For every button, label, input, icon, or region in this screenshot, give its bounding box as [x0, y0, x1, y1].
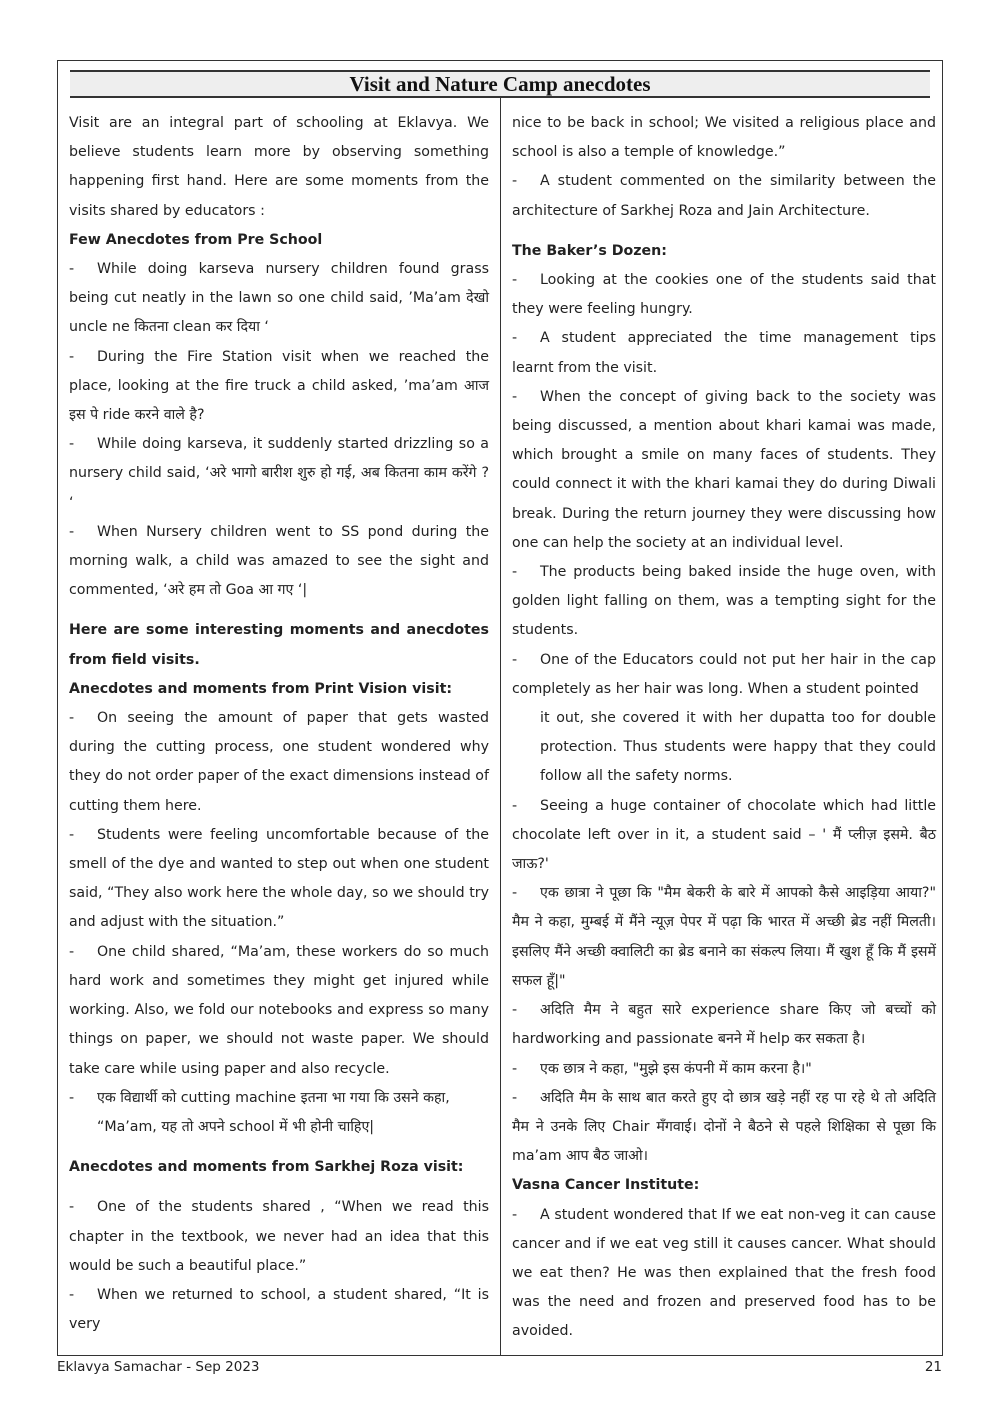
list-item: - A student wondered that If we eat non-veg it can cause cancer and if we eat veg still it causes cancer. What should we eat then? He was then explained that the fresh food was the need and frozen and preserved food has to be avoided.: [512, 1201, 936, 1347]
list-item: - While doing karseva nursery children found grass being cut neatly in the lawn so one child said, ’Ma’am देखो uncle ne कितना clean कर दिया ‘: [69, 255, 489, 343]
bullet: -: [69, 348, 75, 365]
list-item: - One of the students shared , “When we read this chapter in the textbook, we never had an idea that this would be such a beautiful place.”: [69, 1193, 489, 1281]
bullet: -: [512, 651, 518, 668]
list-item: - One of the Educators could not put her hair in the cap completely as her hair was long. When a student pointed: [512, 646, 936, 704]
list-item: - A student commented on the similarity between the architecture of Sarkhej Roza and Jain Architecture.: [512, 167, 936, 225]
list-item: - On seeing the amount of paper that gets wasted during the cutting process, one student wondered why they do not order paper of the exact dimensions instead of cutting them here.: [69, 704, 489, 821]
list-item: - Looking at the cookies one of the students said that they were feeling hungry.: [512, 266, 936, 324]
print-vision-heading: Anecdotes and moments from Print Vision visit:: [69, 680, 453, 697]
bullet: -: [69, 710, 75, 727]
list-item: - एक विद्यार्थी को cutting machine इतना भा गया कि उसने कहा,: [69, 1084, 489, 1113]
right-column: [512, 109, 936, 1347]
bullet: -: [512, 330, 518, 347]
list-item: - Seeing a huge container of chocolate which had little chocolate left over in it, a student said – ' मैं प्लीज़ इसमे. बैठ जाऊ?': [512, 792, 936, 880]
list-item: - When we returned to school, a student shared, “It is very: [69, 1281, 489, 1339]
list-item: - When the concept of giving back to the society was being discussed, a mention about khari kamai was made, which brought a smile on many faces of students. They could connect it with the khari kamai they do during Diwali break. During the return journey they were discussing how one can help the society at an individual level.: [512, 383, 936, 558]
bakers-dozen-heading: The Baker’s Dozen:: [512, 242, 667, 259]
sarkhej-heading: Anecdotes and moments from Sarkhej Roza visit:: [69, 1159, 464, 1176]
bullet: -: [69, 826, 75, 843]
field-visits-heading: Here are some interesting moments and anecdotes from field visits.: [69, 622, 489, 668]
page-title: Visit and Nature Camp anecdotes: [349, 72, 651, 96]
list-item: - While doing karseva, it suddenly started drizzling so a nursery child said, ‘अरे भागो बारीश शुरु हो गई, अब कितना काम करेंगे ? ‘: [69, 430, 489, 518]
bullet: -: [512, 173, 518, 190]
bullet: -: [512, 797, 518, 814]
list-item-continued: “Ma’am, यह तो अपने school में भी होनी चाहिए|: [97, 1118, 375, 1135]
title-bar: [70, 70, 930, 98]
bullet: -: [512, 1002, 518, 1019]
bullet: -: [512, 388, 518, 405]
left-column: [69, 109, 489, 1339]
list-item: - एक छात्रा ने पूछा कि "मैम बेकरी के बारे में आपको कैसे आइड़िया आया?" मैम ने कहा, मुम्बई में मैंने न्यूज़ पेपर में पढ़ा कि भारत में अच्छी ब्रेड नहीं मिलती। इसलिए मैंने अच्छी क्वालिटी का ब्रेड बनाने का संकल्प लिया। मैं खुश हूँ कि मैं इसमें सफल हूँ|": [512, 879, 936, 996]
bullet: -: [69, 261, 75, 278]
list-item: - अदिति मैम के साथ बात करते हुए दो छात्र खड़े नहीं रह पा रहे थे तो अदिति मैम ने उनके लिए Chair मँगवाई। दोनों ने बैठने से पहले शिक्षिका से पूछा कि ma’am आप बैठ जाओ।: [512, 1084, 936, 1172]
bullet: -: [69, 523, 75, 540]
list-item-continued: it out, she covered it with her dupatta too for double protection. Thus students were happy that they could follow all the safety norms.: [540, 710, 936, 785]
bullet: -: [512, 1206, 518, 1223]
list-item: - एक छात्र ने कहा, "मुझे इस कंपनी में काम करना है।": [512, 1055, 936, 1084]
continued-text: nice to be back in school; We visited a religious place and school is also a temple of knowledge.”: [512, 115, 936, 161]
intro-paragraph: Visit are an integral part of schooling at Eklavya. We believe students learn more by observing something happening first hand. Here are some moments from the visits shared by educators :: [69, 115, 489, 219]
bullet: -: [69, 1199, 75, 1216]
column-divider: [500, 98, 501, 1356]
list-item: - During the Fire Station visit when we reached the place, looking at the fire truck a child asked, ’ma’am आज इस पे ride करने वाले है?: [69, 343, 489, 431]
vasna-heading: Vasna Cancer Institute:: [512, 1177, 700, 1194]
bullet: -: [512, 272, 518, 289]
list-item: - One child shared, “Ma’am, these workers do so much hard work and sometimes they might get injured while working. Also, we fold our notebooks and express so many things on paper, we should not waste paper. We should take care while using paper and also recycle.: [69, 938, 489, 1084]
footer-page-number: 21: [924, 1359, 942, 1375]
list-item: - When Nursery children went to SS pond during the morning walk, a child was amazed to see the sight and commented, ‘अरे हम तो Goa आ गए ‘|: [69, 518, 489, 606]
list-item: - अदिति मैम ने बहुत सारे experience share किए जो बच्चों को hardworking and passionate बनने में help कर सकता है।: [512, 996, 936, 1054]
list-item: - The products being baked inside the huge oven, with golden light falling on them, was a tempting sight for the students.: [512, 558, 936, 646]
footer-publication: Eklavya Samachar - Sep 2023: [57, 1359, 260, 1375]
preschool-heading: Few Anecdotes from Pre School: [69, 231, 323, 248]
bullet: -: [512, 1089, 518, 1106]
bullet: -: [69, 1286, 75, 1303]
bullet: -: [512, 564, 518, 581]
bullet: -: [512, 885, 518, 902]
bullet: -: [512, 1060, 518, 1077]
list-item: - A student appreciated the time management tips learnt from the visit.: [512, 324, 936, 382]
list-item: - Students were feeling uncomfortable because of the smell of the dye and wanted to step out when one student said, “They also work here the whole day, so we should try and adjust with the situation.”: [69, 821, 489, 938]
bullet: -: [69, 436, 75, 453]
bullet: -: [69, 943, 75, 960]
bullet: -: [69, 1089, 75, 1106]
